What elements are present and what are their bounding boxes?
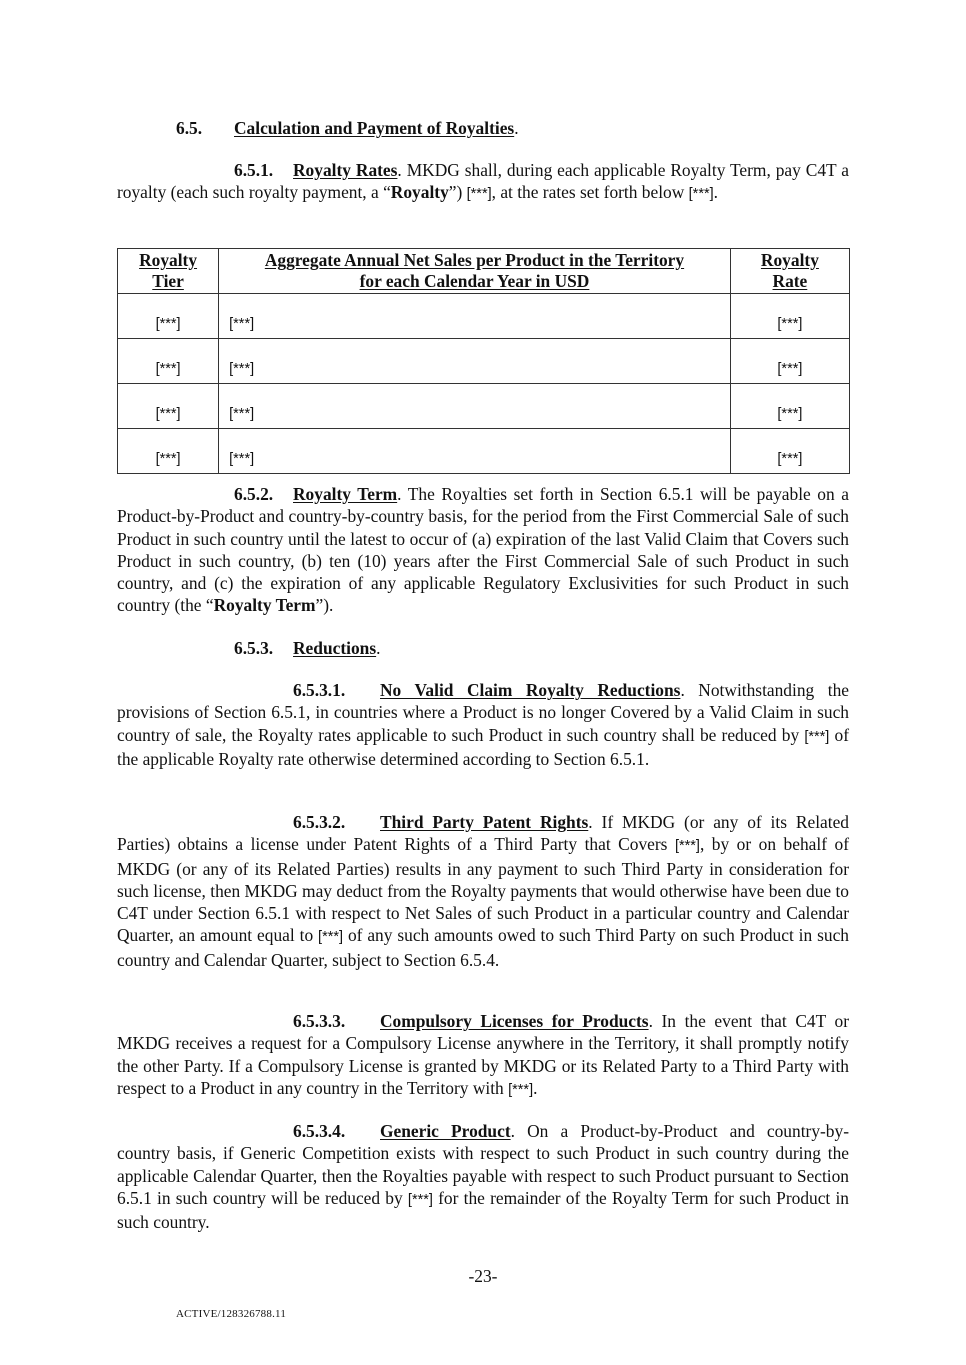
section-number: 6.5.3.3.	[293, 1011, 346, 1031]
cell-rate: [***]	[730, 294, 849, 339]
paragraph-text: .	[533, 1077, 538, 1098]
section-number: 6.5.3.1.	[293, 680, 346, 700]
header-line: Aggregate Annual Net Sales per Product in the Territory	[264, 250, 685, 270]
paragraph-text: .	[713, 182, 719, 203]
table-row	[118, 294, 850, 339]
header-line: Royalty	[760, 250, 819, 270]
cell-tier: [***]	[118, 384, 219, 429]
section-6-5-3-heading	[117, 637, 849, 659]
redaction-marker: [***]	[508, 1081, 534, 1098]
section-6-5-3-3-paragraph	[117, 1010, 849, 1101]
redaction-marker: [***]	[318, 929, 344, 946]
paragraph-text: , by or on behalf of MKDG (or any of its Related Parties) results in any payment to such Third Party in consideration for such license, then MKDG may deduct from the Royalty payments that would otherwise have been due to C4T under Section 6.5.1 with respect to Net Sales of such Product in a particular country and Calendar Quarter, an amount equal to	[117, 834, 849, 946]
section-6-5-3-2-paragraph	[117, 811, 849, 971]
paragraph-text: of any such amounts owed to such Third Party on such Product in such country and Calendar Quarter, subject to Section 6.5.4.	[117, 925, 849, 970]
section-number: 6.5.1.	[234, 160, 274, 180]
redaction-marker: [***]	[674, 838, 700, 855]
section-6-5-3-1-paragraph	[117, 679, 849, 770]
cell-tier: [***]	[118, 429, 219, 474]
section-number: 6.5.3.4.	[293, 1121, 346, 1141]
header-net-sales	[219, 249, 731, 294]
section-6-5-3-4-paragraph	[117, 1120, 849, 1233]
paragraph-text: for the remainder of the Royalty Term for such Product in such country.	[117, 1187, 849, 1233]
defined-term: Royalty	[390, 182, 449, 203]
section-title: No Valid Claim Royalty Reductions	[380, 680, 681, 700]
paragraph-text: , at the rates set forth below	[491, 182, 689, 203]
paragraph-text: . Notwithstanding the provisions of Section 6.5.1, in countries where a Product is no longer Covered by a Valid Claim in such country of sale, the Royalty rates applicable to such Product in such country shall be reduced by	[117, 680, 849, 745]
paragraph-text: . The Royalties set forth in Section 6.5.1 will be payable on a Product-by-Product and country-by-country basis, for the period from the First Commercial Sale of such Product in such country until the latest to occur of (a) expiration of the last Valid Claim that Covers such Product in such country, (b) ten (10) years after the First Commercial Sale of such Product in such country, and (c) the expiration of any applicable Regulatory Exclusivities for such Product in such country (the “	[117, 484, 849, 616]
paragraph-text: . In the event that C4T or MKDG receives a request for a Compulsory License anywhere in the Territory, it shall promptly notify the other Party. If a Compulsory License is granted by MKDG or its Related Party to a Third Party with respect to a Product in any country in the Territory with	[117, 1011, 849, 1098]
section-title: Compulsory Licenses for Products	[380, 1011, 649, 1031]
cell-sales: [***]	[219, 294, 731, 339]
header-line: Rate	[772, 271, 808, 291]
header-line: Royalty	[139, 250, 198, 270]
section-title: Royalty Term	[293, 484, 398, 504]
defined-term: Royalty Term	[213, 595, 316, 616]
page-number: -23-	[468, 1266, 498, 1286]
table-row	[118, 384, 850, 429]
section-title: Royalty Rates	[293, 160, 398, 180]
cell-rate: [***]	[730, 339, 849, 384]
section-title: Third Party Patent Rights	[380, 812, 589, 832]
paragraph-text: . MKDG shall, during each applicable Royalty Term, pay C4T a royalty (each such royalty payment, a “	[117, 160, 849, 203]
section-title: Reductions	[293, 638, 377, 658]
section-title-trail: .	[514, 118, 519, 138]
table-header-row	[118, 249, 850, 294]
redaction-marker: [***]	[688, 186, 714, 203]
header-line: Tier	[152, 271, 184, 291]
paragraph-text: ”).	[315, 595, 334, 616]
section-number: 6.5.3.2.	[293, 812, 346, 832]
section-title-trail: .	[376, 638, 381, 658]
table-row	[118, 429, 850, 474]
section-number: 6.5.2.	[234, 484, 274, 504]
cell-rate: [***]	[730, 429, 849, 474]
redaction-marker: [***]	[804, 728, 830, 745]
redaction-marker: [***]	[466, 186, 492, 203]
table-row	[118, 339, 850, 384]
cell-rate: [***]	[730, 384, 849, 429]
header-royalty-rate	[730, 249, 849, 294]
section-number: 6.5.3.	[234, 638, 274, 658]
cell-sales: [***]	[219, 384, 731, 429]
section-6-5-1-paragraph	[117, 159, 849, 206]
document-id: ACTIVE/128326788.11	[176, 1308, 287, 1320]
paragraph-text: . On a Product-by-Product and country-by-country basis, if Generic Competition exists with respect to such Product in such country during the applicable Calendar Quarter, then the Royalties payable with respect to such Product pursuant to Section 6.5.1 in such country will be reduced by	[117, 1121, 849, 1208]
paragraph-text: . If MKDG (or any of its Related Parties) obtains a license under Patent Rights of a Third Party that Covers	[117, 812, 849, 855]
section-title: Generic Product	[380, 1121, 511, 1141]
cell-tier: [***]	[118, 294, 219, 339]
royalty-table	[117, 248, 850, 474]
section-number: 6.5.	[176, 118, 203, 138]
section-6-5-2-paragraph	[117, 483, 849, 617]
redaction-marker: [***]	[407, 1191, 433, 1208]
paragraph-text: of the applicable Royalty rate otherwise determined according to Section 6.5.1.	[117, 724, 849, 769]
header-royalty-tier	[118, 249, 219, 294]
section-6-5-heading	[117, 117, 849, 139]
header-line: for each Calendar Year in USD	[359, 271, 590, 291]
paragraph-text: ”)	[448, 182, 467, 203]
section-title: Calculation and Payment of Royalties	[234, 118, 515, 138]
cell-sales: [***]	[219, 339, 731, 384]
cell-sales: [***]	[219, 429, 731, 474]
cell-tier: [***]	[118, 339, 219, 384]
